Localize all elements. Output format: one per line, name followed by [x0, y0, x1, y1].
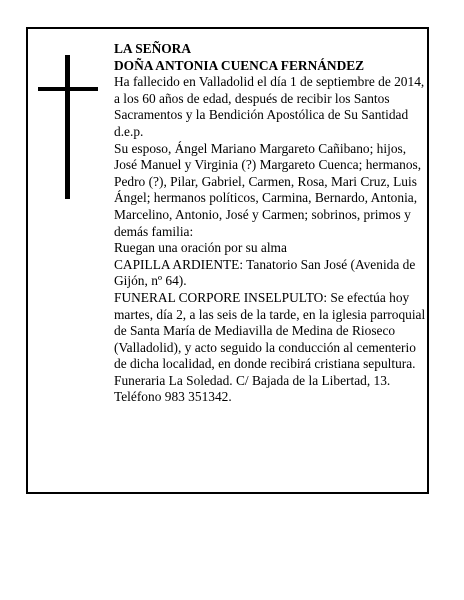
death-announcement: Ha fallecido en Valladolid el día 1 de septiembre de 2014, a los 60 años de edad, después de recibir los Santos Sacramentos y la Bendición Apostólica de Su Santidad: [114, 74, 425, 123]
funeral-home-info: Funeraria La Soledad. C/ Bajada de la Libertad, 13. Teléfono 983 351342.: [114, 372, 391, 405]
cross-vertical-bar: [65, 55, 70, 199]
family-list: Su esposo, Ángel Mariano Margareto Cañibano; hijos, José Manuel y Virginia (?) Margareto Cuenca; hermanos, Pedro (?), Pilar, Gabriel, Carmen, Rosa, Mari Cruz, Luis Ángel; hermanos políticos, Carmina, Bernardo, Antonia, Marcelino, Antonio, José y Carmen; sobrinos, primos y demás familia:: [114, 140, 422, 239]
funeral-info: FUNERAL CORPORE INSELPULTO: Se efectúa hoy martes, día 2, a las seis de la tarde, en la iglesia parroquial de Santa María de Mediavilla de Medina de Rioseco (Valladolid), y acto seguido la conducción al cementerio de dicha localidad, en donde recibirá cristiana sepultura.: [114, 289, 426, 372]
obituary-text: [114, 41, 426, 406]
prayer-request: Ruegan una oración por su alma: [114, 240, 287, 256]
cross-horizontal-bar: [38, 87, 98, 91]
rip-text: d.e.p.: [114, 123, 144, 139]
deceased-name: DOÑA ANTONIA CUENCA FERNÁNDEZ: [114, 57, 365, 73]
obituary-notice: [26, 27, 429, 494]
title-line-1: LA SEÑORA: [114, 41, 192, 56]
chapel-info: CAPILLA ARDIENTE: Tanatorio San José (Avenida de Gijón, nº 64).: [114, 256, 416, 289]
cross-icon: [38, 55, 98, 199]
